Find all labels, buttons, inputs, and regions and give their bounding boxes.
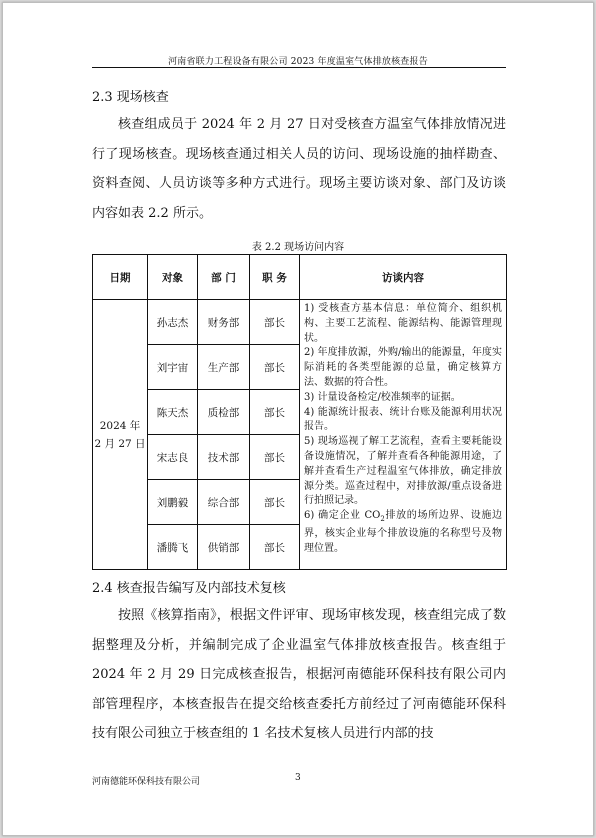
- role-cell: 部长: [250, 390, 300, 435]
- section-heading-2-3: 2.3 现场核查: [92, 90, 169, 105]
- section-2-4-paragraph: 按照《核算指南》，根据文件评审、现场审核发现，核查组完成了数据整理及分析，并编制完成了企业温室气体排放核查报告。核查组于 2024 年 2 月 29 日完成核查报告，根据河南德能环保科技有限公司内部管理程序，本核查报告在提交给核查委托方前经过了河南德能环保科技有限公司独立于核查组的 1 名技术复核人员进行内部的技: [92, 608, 506, 741]
- header-date: 日期: [93, 255, 148, 300]
- role-cell: 部长: [250, 345, 300, 390]
- footer-company: 河南德能环保科技有限公司: [92, 777, 201, 787]
- content-item: 1) 受核查方基本信息：单位简介、组织机构、主要工艺流程、能源结构、能源管理现状。: [304, 303, 502, 344]
- dept-cell: 财务部: [198, 300, 250, 345]
- content-item: 4) 能源统计报表、统计台账及能源利用状况报告。: [304, 406, 502, 433]
- interview-content-cell: [300, 300, 507, 570]
- person-cell: 孙志杰: [148, 300, 198, 345]
- dept-cell: 综合部: [198, 480, 250, 525]
- running-header: 河南省联力工程设备有限公司 2023 年度温室气体排放核查报告: [168, 57, 428, 67]
- table-caption: 表 2.2 现场访问内容: [251, 242, 345, 253]
- content-item: 2) 年度排放源，外购/输出的能源量，年度实际消耗的各类型能源的总量，确定核算方法、数据的符合性。: [304, 347, 502, 388]
- content-item: 5) 现场巡视了解工艺流程，查看主要耗能设备设施情况，了解并查看各种能源用途，了解并查看生产过程温室气体排放，确定排放源分类。巡查过程中，对排放源/重点设备进行拍照记录。: [304, 436, 502, 507]
- header-role: 职 务: [250, 255, 300, 300]
- section-2-3-paragraph: 核查组成员于 2024 年 2 月 27 日对受核查方温室气体排放情况进行了现场核查。现场核查通过相关人员的访问、现场设施的抽样勘查、资料查阅、人员访谈等多种方式进行。现场主要访谈对象、部门及访谈内容如表 2.2 所示。: [92, 117, 506, 221]
- header-content: 访谈内容: [300, 255, 507, 300]
- content-item-6-post: 排放的场所边界、设施边界，核实企业每个排放设施的名称型号及物理位置。: [304, 510, 502, 554]
- role-cell: 部长: [250, 300, 300, 345]
- dept-cell: 质检部: [198, 390, 250, 435]
- person-cell: 潘腾飞: [148, 525, 198, 570]
- date-cell: [93, 300, 148, 570]
- content-item-6: [304, 509, 502, 556]
- document-page: [2, 2, 594, 836]
- person-cell: 刘宇宙: [148, 345, 198, 390]
- date-line-day: 2 月 27 日: [94, 437, 146, 450]
- header-dept: 部 门: [198, 255, 250, 300]
- dept-cell: 供销部: [198, 525, 250, 570]
- content-item: 3) 计量设备检定/校准频率的证据。: [304, 391, 461, 403]
- page-number: 3: [295, 773, 301, 783]
- content-item-6-sub: 2: [380, 515, 385, 524]
- person-cell: 刘鹏毅: [148, 480, 198, 525]
- person-cell: 陈天杰: [148, 390, 198, 435]
- role-cell: 部长: [250, 435, 300, 480]
- dept-cell: 生产部: [198, 345, 250, 390]
- header-rule: [92, 67, 506, 68]
- table-header-row: [93, 255, 507, 300]
- interview-table: [92, 254, 507, 570]
- table-row: [93, 300, 507, 345]
- header-person: 对象: [148, 255, 198, 300]
- date-line-year: 2024 年: [99, 419, 141, 432]
- person-cell: 宋志良: [148, 435, 198, 480]
- section-heading-2-4: 2.4 核查报告编写及内部技术复核: [92, 581, 286, 596]
- content-item-6-pre: 6) 确定企业 CO: [304, 510, 381, 522]
- role-cell: 部长: [250, 480, 300, 525]
- dept-cell: 技术部: [198, 435, 250, 480]
- role-cell: 部长: [250, 525, 300, 570]
